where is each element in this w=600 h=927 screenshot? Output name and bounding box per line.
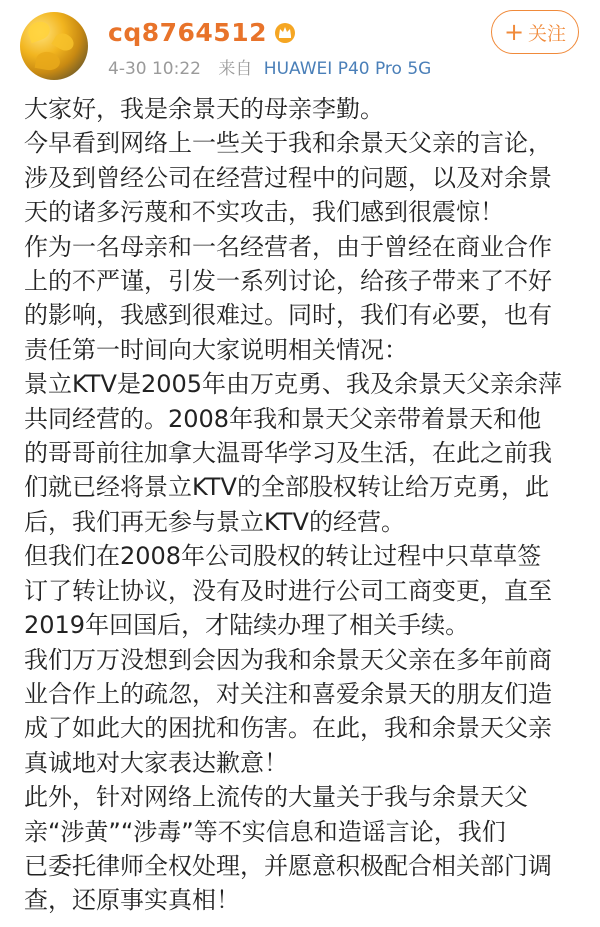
post-text-line: 我们万万没想到会因为我和余景天父亲在多年前商 (24, 645, 552, 674)
post-text-line: 作为一名母亲和一名经营者，由于曾经在商业合作 (24, 232, 552, 261)
post-text-line: 已委托律师全权处理，并愿意积极配合相关部门调 (24, 851, 552, 880)
post-text-line: 上的不严谨，引发一系列讨论，给孩子带来了不好 (24, 267, 552, 296)
follow-button[interactable] (491, 10, 579, 54)
post-text-line: 责任第一时间向大家说明相关情况： (24, 335, 408, 364)
source-prefix: 来自 (218, 59, 253, 79)
post-text-line: 但我们在2008年公司股权的转让过程中只草草签 (24, 542, 542, 571)
post-text-line: 大家好，我是余景天的母亲李勤。 (24, 95, 384, 123)
post-text-line: 们就已经将景立KTV的全部股权转让给万克勇，此 (24, 473, 549, 502)
post-text-line: 订了转让协议，没有及时进行公司工商变更，直至 (24, 576, 552, 605)
post-text-line: 成了如此大的困扰和伤害。在此，我和余景天父亲 (24, 714, 552, 743)
post-text-line: 景立KTV是2005年由万克勇、我及余景天父亲余萍 (24, 370, 563, 399)
post-text-line: 涉及到曾经公司在经营过程中的问题，以及对余景 (24, 163, 552, 192)
avatar-leaf (26, 19, 53, 43)
post-text-line: 查，还原事实真相！ (24, 886, 240, 915)
username[interactable]: cq8764512 (108, 17, 267, 47)
avatar[interactable] (20, 12, 88, 80)
post-meta (108, 54, 431, 79)
post-text-line: 2019年回国后，才陆续办理了相关手续。 (24, 611, 470, 640)
post-text-line: 的影响，我感到很难过。同时，我们有必要，也有 (24, 301, 552, 330)
post-text-line: 亲“涉黄”“涉毒”等不实信息和造谣言论，我们 (24, 817, 506, 846)
plus-icon: + (503, 18, 525, 46)
post-body (24, 92, 584, 918)
follow-label: 关注 (528, 22, 567, 45)
crown-icon (273, 20, 297, 44)
avatar-leaf (35, 50, 62, 72)
post-header (0, 0, 600, 88)
post-text-line: 业合作上的疏忽，对关注和喜爱余景天的朋友们造 (24, 679, 552, 708)
post-text-line: 今早看到网络上一些关于我和余景天父亲的言论， (24, 129, 552, 158)
post-text-line: 后，我们再无参与景立KTV的经营。 (24, 507, 405, 536)
post-text-line: 此外，针对网络上流传的大量关于我与余景天父 (24, 783, 528, 812)
post-timestamp: 4-30 10:22 (108, 59, 201, 79)
post-text-line: 的哥哥前往加拿大温哥华学习及生活，在此之前我 (24, 439, 552, 468)
post-text-line: 共同经营的。2008年我和景天父亲带着景天和他 (24, 404, 542, 433)
post-text-line: 真诚地对大家表达歉意！ (24, 748, 288, 777)
device-source-link[interactable]: HUAWEI P40 Pro 5G (263, 59, 432, 79)
avatar-leaf (51, 30, 76, 54)
post-text-line: 天的诸多污蔑和不实攻击，我们感到很震惊！ (24, 198, 504, 227)
username-row (108, 14, 297, 50)
